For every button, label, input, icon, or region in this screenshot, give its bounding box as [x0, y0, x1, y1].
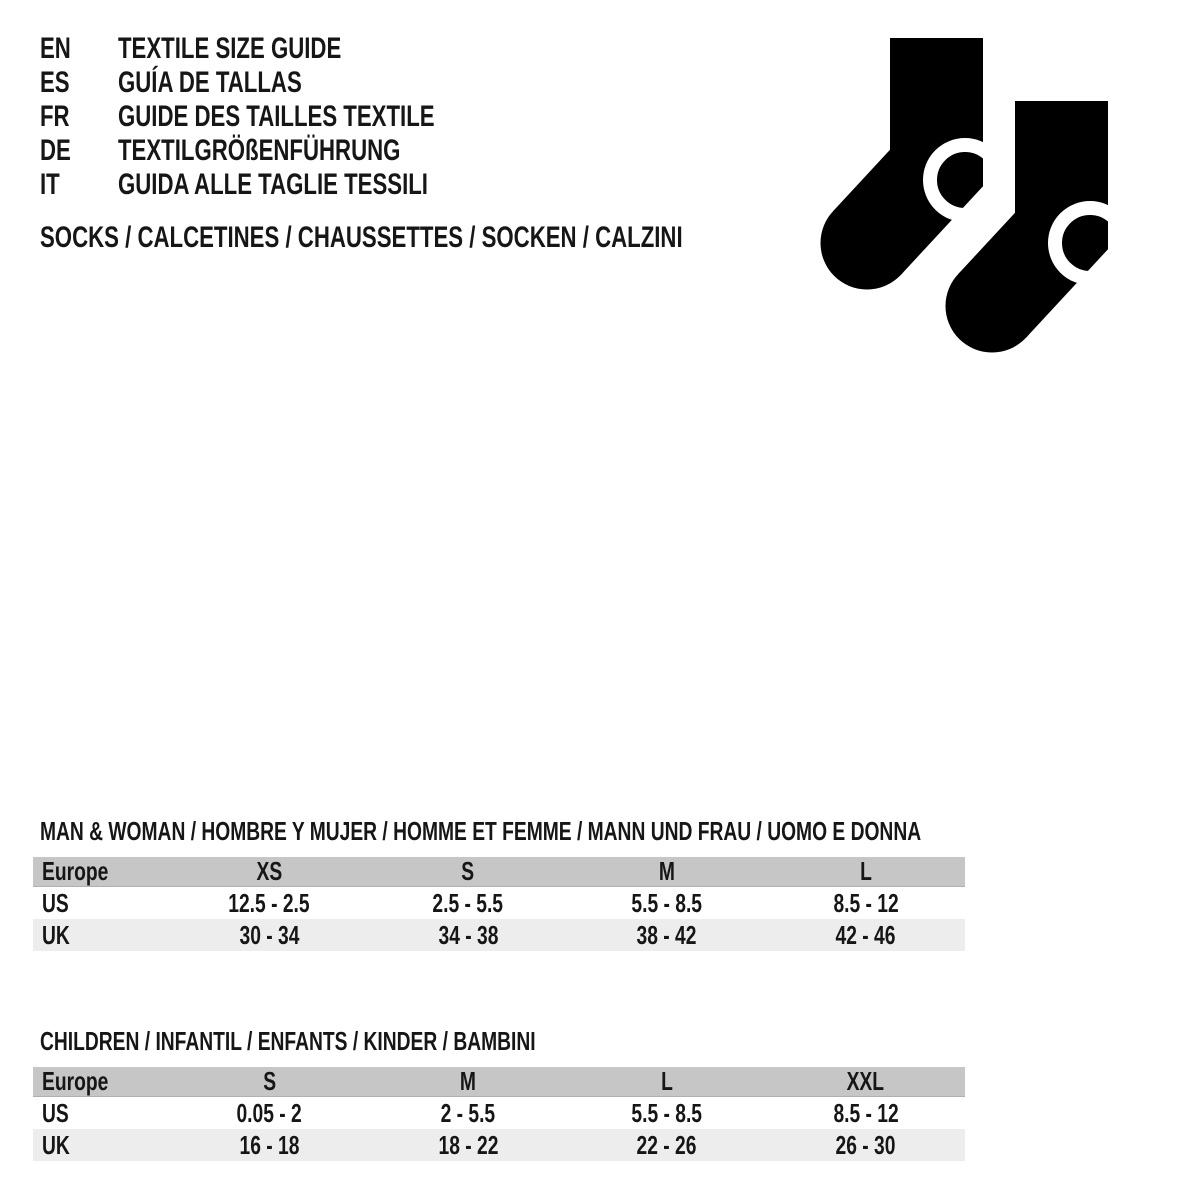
- column-header: M: [460, 1066, 477, 1096]
- column-header: Europe: [42, 1066, 109, 1096]
- size-value: 22 - 26: [636, 1129, 697, 1160]
- size-value: 12.5 - 2.5: [228, 887, 311, 918]
- size-value: 18 - 22: [438, 1129, 499, 1160]
- column-header: Europe: [42, 856, 109, 886]
- language-code: DE: [40, 134, 71, 167]
- language-label: GUIDA ALLE TAGLIE TESSILI: [118, 168, 428, 201]
- socks-icon: [810, 30, 1120, 355]
- size-value: 16 - 18: [239, 1129, 300, 1160]
- language-row-it: [40, 168, 546, 202]
- sock-left-shape: [821, 38, 1001, 290]
- size-value: 5.5 - 8.5: [631, 887, 703, 918]
- size-value: 42 - 46: [835, 919, 896, 950]
- language-label: TEXTILGRÖßENFÜHRUNG: [118, 134, 401, 167]
- children-size-table-section: [33, 1028, 965, 1161]
- table-header-row: [33, 857, 965, 887]
- children-table-title: CHILDREN / INFANTIL / ENFANTS / KINDER / BAMBINI: [40, 1026, 536, 1056]
- size-value: 30 - 34: [239, 919, 300, 950]
- row-label: US: [42, 887, 69, 918]
- language-label: GUIDE DES TAILLES TEXTILE: [118, 100, 435, 133]
- size-value: 34 - 38: [438, 919, 499, 950]
- column-header: XXL: [846, 1066, 885, 1096]
- column-header: S: [262, 1066, 276, 1096]
- language-code: EN: [40, 32, 71, 65]
- table-row: [33, 1129, 965, 1161]
- man-woman-table-title: MAN & WOMAN / HOMBRE Y MUJER / HOMME ET FEMME / MANN UND FRAU / UOMO E DONNA: [40, 816, 922, 846]
- column-header: XS: [256, 856, 283, 886]
- man-woman-size-table: [33, 857, 965, 951]
- table-header-row: [33, 1067, 965, 1097]
- language-row-es: [40, 66, 546, 100]
- table-row: [33, 1097, 965, 1129]
- language-row-fr: [40, 100, 546, 134]
- size-value: 26 - 30: [835, 1129, 896, 1160]
- column-header: L: [859, 856, 872, 886]
- size-value: 8.5 - 12: [832, 1097, 899, 1128]
- column-header: S: [461, 856, 475, 886]
- row-label: UK: [42, 919, 70, 950]
- language-row-en: [40, 32, 546, 66]
- table-row: [33, 887, 965, 919]
- language-row-de: [40, 134, 546, 168]
- size-value: 5.5 - 8.5: [631, 1097, 703, 1128]
- language-code: IT: [40, 168, 60, 201]
- man-woman-size-table-section: [33, 818, 965, 951]
- product-category-line: SOCKS / CALCETINES / CHAUSSETTES / SOCKEN / CALZINI: [40, 221, 683, 254]
- column-header: M: [658, 856, 675, 886]
- row-label: US: [42, 1097, 69, 1128]
- column-header: L: [660, 1066, 673, 1096]
- size-value: 8.5 - 12: [832, 887, 899, 918]
- row-label: UK: [42, 1129, 70, 1160]
- size-value: 0.05 - 2: [236, 1097, 302, 1128]
- language-code: ES: [40, 66, 70, 99]
- table-row: [33, 919, 965, 951]
- size-value: 2.5 - 5.5: [432, 887, 504, 918]
- language-list: [40, 32, 546, 202]
- size-value: 2 - 5.5: [440, 1097, 496, 1128]
- size-value: 38 - 42: [636, 919, 697, 950]
- language-label: GUÍA DE TALLAS: [118, 66, 302, 99]
- language-label: TEXTILE SIZE GUIDE: [118, 32, 342, 65]
- language-code: FR: [40, 100, 70, 133]
- children-size-table: [33, 1067, 965, 1161]
